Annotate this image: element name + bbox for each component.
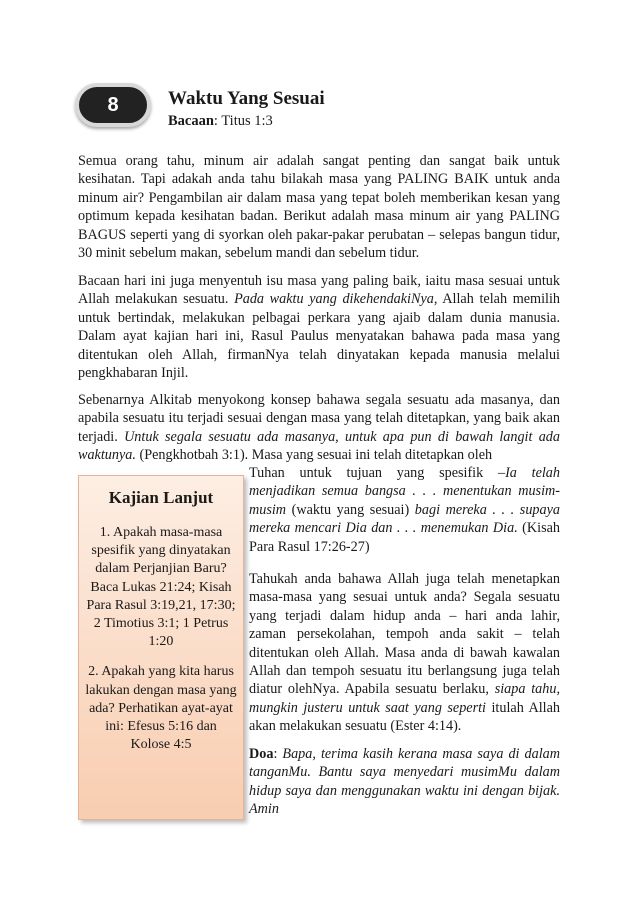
prayer-paragraph xyxy=(249,745,560,819)
right-column-paragraph xyxy=(249,570,560,736)
lesson-number: 8 xyxy=(107,93,119,116)
italic-quote: Pada waktu yang dikehendakiNya xyxy=(234,291,434,308)
italic-quote: siapa tahu, mungkin justeru untuk saat yang seperti xyxy=(249,681,561,716)
right-column-verse xyxy=(249,464,560,556)
text-span: itulah Allah akan melakukan sesuatu (Ester 4:14). xyxy=(249,699,560,735)
page-title: Waktu Yang Sesuai xyxy=(168,88,325,109)
scripture-reading xyxy=(168,113,273,130)
further-study-item: 2. Apakah yang kita harus lakukan dengan masa yang ada? Perhatikan ayat-ayat ini: Efesus 5:16 dan Kolose 4:5 xyxy=(85,664,237,753)
text-span: , Allah telah memilih untuk bertindak, melakukan pelbagai perkara yang ajaib dalam dunia manusia. Dalam ayat kajian hari ini, Rasul Paulus menyatakan bahawa pada masa yang ditentukan oleh Allah, firmanNya telah dinyatakan kepada manusia melalui pengkhabaran Injil. xyxy=(78,291,560,382)
text-span: (waktu yang sesuai) xyxy=(286,501,415,518)
italic-quote: Ia telah menjadikan semua bangsa . . . menentukan musim-musim xyxy=(249,465,560,518)
text-span: (Pengkhotbah 3:1). Masa yang sesuai ini telah ditetapkan oleh xyxy=(135,447,493,464)
prayer-text: Bapa, terima kasih kerana masa saya di dalam tanganMu. Bantu saya menyedari musimMu dalam hidup saya dan menggunakan waktu ini dengan bijak. Amin xyxy=(249,746,560,818)
lesson-number-badge xyxy=(75,83,151,127)
further-study-item: 1. Apakah masa-masa spesifik yang dinyatakan dalam Perjanjian Baru? Baca Lukas 21:24; Kisah Para Rasul 3:19,21, 17:30; 2 Timotius 3:1; 1 Petrus 1:20 xyxy=(86,525,236,650)
text-span: Bacaan hari ini juga menyentuh isu masa yang paling baik, iaitu masa sesuai untuk Allah melakukan sesuatu. xyxy=(78,273,560,308)
reading-reference: : Titus 1:3 xyxy=(213,113,273,129)
further-study-title: Kajian Lanjut xyxy=(108,488,214,507)
paragraph-bible xyxy=(78,391,560,465)
paragraph-reading xyxy=(78,272,560,382)
text-span: Tahukah anda bahawa Allah juga telah menetapkan masa-masa yang sesuai untuk anda? Segala sesuatu yang terjadi dalam hidup anda – hari anda lahir, zaman persekolahan, tempoh anda sakit – telah ditentukan oleh Allah. Masa anda di bawah kawalan Allah dan tempoh sesuatu itu berlangsung juga telah diatur olehNya. Apabila sesuatu berlaku, xyxy=(249,571,560,698)
text-span: Sebenarnya Alkitab menyokong konsep bahawa segala sesuatu ada masanya, dan apabila sesuatu itu terjadi sesuai dengan masa yang telah ditetapkan, yang baik akan terjadi. xyxy=(78,392,560,445)
further-study-list xyxy=(85,524,237,754)
text-span: : xyxy=(273,746,283,762)
italic-quote: bagi mereka . . . supaya mereka mencari Dia dan . . . menemukan Dia. xyxy=(249,501,560,537)
prayer-label: Doa xyxy=(249,746,274,762)
text-span: Tuhan untuk tujuan yang spesifik – xyxy=(249,465,506,481)
italic-quote: Untuk segala sesuatu ada masanya, untuk apa pun di bawah langit ada waktunya. xyxy=(78,428,560,464)
reading-label: Bacaan xyxy=(168,113,214,129)
text-span: (Kisah Para Rasul 17:26-27) xyxy=(249,520,560,555)
paragraph-intro: Semua orang tahu, minum air adalah sangat penting dan sangat baik untuk kesihatan. Tapi adakah anda tahu bilakah masa yang PALING BAIK untuk anda minum air? Pengambilan air dalam masa yang tepat boleh memberikan kesan yang optimum kepada kesihatan badan. Berikut adalah masa minum air yang PALING BAGUS seperti yang di syorkan oleh pakar-pakar perubatan – selepas bangun tidur, 30 minit sebelum makan, sebelum mandi dan sebelum tidur. xyxy=(78,153,560,262)
further-study-box xyxy=(78,475,244,820)
